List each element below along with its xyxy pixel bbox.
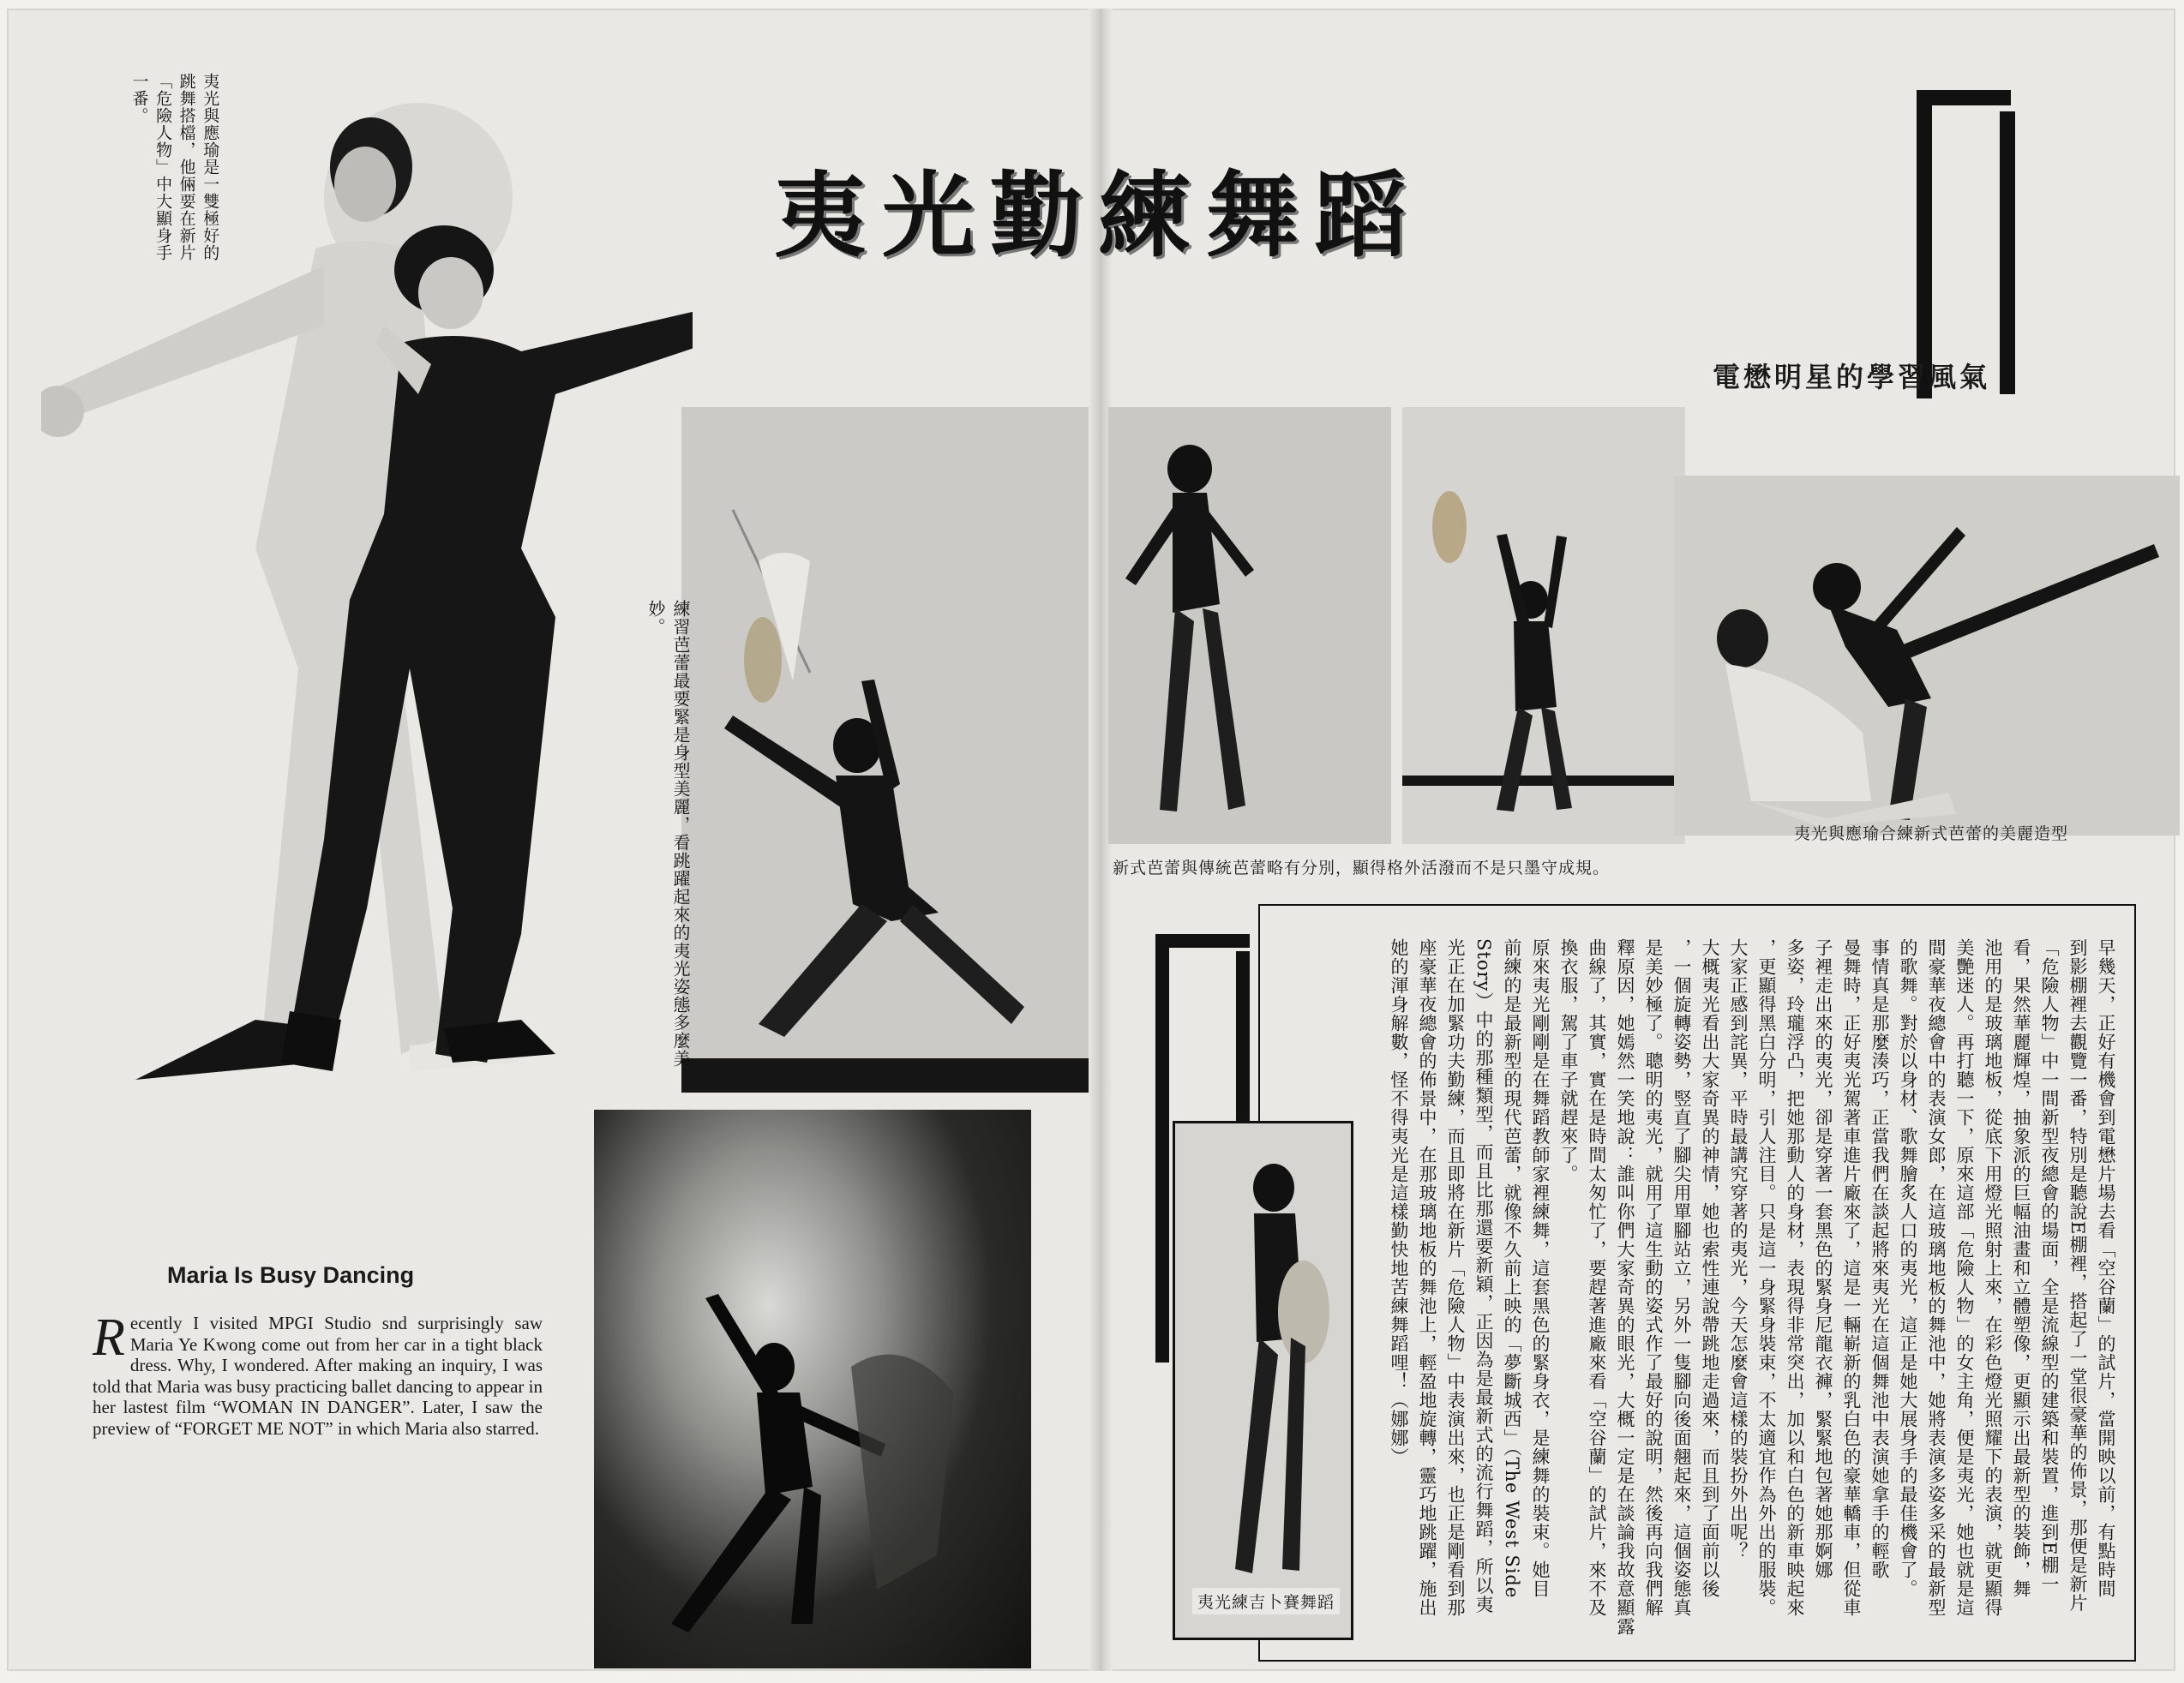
photo-gypsy-dance bbox=[1173, 1121, 1353, 1640]
article-body bbox=[1365, 938, 2120, 1641]
gypsy-dance-illustration bbox=[1175, 1123, 1351, 1638]
english-body-text: ecently I visited MPGI Studio snd surprisingly saw Maria Ye Kwong come out from her car in a tight black dress. Why, I wondered. After making an inquiry, I was told that Maria was busy practicing ballet dancing to appear in her lastest film “WOMAN IN DANGER”. Later, I saw the preview of “FORGET ME NOT” in which Maria also starred. bbox=[93, 1313, 543, 1439]
article-column: 到影棚裡去觀覽一番，特別是聽說E棚裡，搭起了一堂很豪華的佈景，那便是新片 bbox=[2067, 938, 2088, 1613]
article-column: 大概夷光看出大家奇異的神情，她也索性連說帶跳地走過來，而且到了面前以後 bbox=[1700, 938, 1720, 1598]
photo-lift bbox=[1674, 476, 2180, 836]
article-column: 早幾天，正好有機會到電懋片場去看「空谷蘭」的試片，當開映以前，有點時間 bbox=[2096, 938, 2116, 1598]
caption-series: 新式芭蕾與傳統芭蕾略有分別，顯得格外活潑而不是只墨守成規。 bbox=[1113, 859, 1611, 877]
photo-leap bbox=[681, 407, 1089, 1093]
article-column: 池用的是玻璃地板，從底下用燈光照射上來，在彩色燈光照耀下的表演，就更顯得 bbox=[1983, 938, 2003, 1617]
english-dropcap: R bbox=[93, 1309, 125, 1367]
english-body bbox=[93, 1309, 543, 1439]
caption-stand: 夷光練吉卜賽舞蹈 bbox=[1192, 1588, 1340, 1614]
article-column: 間豪華夜總會中的表演女郎，在這玻璃地板的舞池中，她將表演多姿多采的最新型 bbox=[1926, 938, 1947, 1617]
photo-spotlight-dance bbox=[594, 1110, 1031, 1668]
article-column: ，一個旋轉姿勢，竪直了腳尖用單腳站立，另外一隻腳向後面翹起來，這個姿態真 bbox=[1671, 938, 1692, 1617]
article-column: 「危險人物」中一間新型夜總會的場面，全是流線型的建築和裝置，進到E棚一 bbox=[2039, 938, 2060, 1594]
article-column: ，更顯得黑白分明，引人注目。只是這一身緊身裝束，不太適宜作為外出的服裝。 bbox=[1756, 938, 1777, 1617]
article-column: 原來夷光剛剛是在舞蹈教師家裡練舞，這套黑色的緊身衣，是練舞的裝束。她目 bbox=[1530, 938, 1551, 1598]
english-heading: Maria Is Busy Dancing bbox=[167, 1262, 415, 1288]
caption-leap: 練習芭蕾最要緊是身型美麗，看跳躍起來的夷光姿態多麼美妙。 bbox=[645, 600, 691, 1068]
article-column: 是美妙極了。聰明的夷光，就用了這生動的姿式作了最好的說明，然後再向我們解 bbox=[1643, 938, 1664, 1617]
article-subtitle: 電懋明星的學習風氣 bbox=[1713, 361, 1991, 393]
caption-couple: 夷光與應瑜是一雙極好的跳舞搭檔，他倆要在新片「危險人物」中大顯身手一番。 bbox=[129, 73, 220, 261]
decorative-bracket-top bbox=[1917, 90, 1932, 398]
article-column: 大家正感到詫異，平時最講究穿著的夷光，今天怎麼會這樣的裝扮外出呢？ bbox=[1728, 938, 1749, 1560]
article-column: 光正在加緊功夫勤練，而且即將在新片「危險人物」中表演出來，也正是剛看到那 bbox=[1445, 938, 1466, 1617]
lift-illustration bbox=[1674, 476, 2180, 836]
article-title: 夷光勤練舞蹈 bbox=[774, 163, 1423, 270]
article-column: 事情真是那麼湊巧，正當我們在談起將來夷光在這個舞池中表演她拿手的輕歌 bbox=[1869, 938, 1890, 1579]
article-column: 的歌舞。對於以身材、歌舞膾炙人口的夷光，這正是她大展身手的最佳機會了。 bbox=[1898, 938, 1918, 1598]
decorative-bracket-top-cap bbox=[1917, 90, 2011, 105]
article-column: 曲線了，其實，實在是時間太匆忙了，要趕著進廠來看「空谷蘭」的試片，來不及 bbox=[1587, 938, 1607, 1617]
leap-illustration bbox=[681, 407, 1089, 1093]
article-column: 多姿，玲瓏浮凸，把她那動人的身材，表現得非常突出，加以和白色的新車映起來 bbox=[1785, 938, 1805, 1617]
caption-lift: 夷光與應瑜合練新式芭蕾的美麗造型 bbox=[1794, 824, 2069, 843]
spotlight-illustration bbox=[594, 1110, 1031, 1668]
article-column: Story）中的那種類型，而且比那還要新穎，正因為是最新式的流行舞蹈，所以夷 bbox=[1473, 938, 1494, 1614]
article-column: 美艷迷人。再打聽一下，原來這部「危險人物」的女主角，便是夷光，她也就是這 bbox=[1954, 938, 1975, 1617]
photo-pose-arms bbox=[1108, 407, 1391, 844]
decorative-bar-left bbox=[1155, 934, 1169, 1363]
article-column: 座豪華夜總會的佈景中，在那玻璃地板的舞池上，輕盈地旋轉，靈巧地跳躍，施出 bbox=[1417, 938, 1437, 1617]
decorative-bar-left-cap bbox=[1155, 934, 1250, 948]
photo-pose-up bbox=[1402, 407, 1685, 844]
article-column: 釋原因，她嫣然一笑地說：誰叫你們大家奇異的眼光，大概一定是在談論我故意顯露 bbox=[1615, 938, 1635, 1636]
pose-up-illustration bbox=[1402, 407, 1685, 844]
article-column: 她的渾身解數，怪不得夷光是這樣勤快地苦練舞蹈哩！（娜娜） bbox=[1389, 938, 1409, 1466]
decorative-bracket-side bbox=[2000, 111, 2015, 394]
article-column: 換衣服，駕了車子就趕來了。 bbox=[1558, 938, 1579, 1183]
article-column: 看，果然華麗輝煌，抽象派的巨幅油畫和立體塑像，更顯示出最新型的裝飾，舞 bbox=[2011, 938, 2031, 1598]
pose-arms-illustration bbox=[1108, 407, 1391, 844]
magazine-spread bbox=[7, 9, 2175, 1671]
article-column: 曼舞時，正好夷光駕著車進片廠來了，這是一輛嶄新的乳白色的豪華轎車，但從車 bbox=[1841, 938, 1862, 1617]
article-column: 子裡走出來的夷光，卻是穿著一套黑色的緊身尼龍衣褲，緊緊地包著她那婀娜 bbox=[1813, 938, 1833, 1579]
article-column: 前練的是最新型的現代芭蕾，就像不久前上映的「夢斷城西」（The West Side bbox=[1502, 938, 1522, 1599]
